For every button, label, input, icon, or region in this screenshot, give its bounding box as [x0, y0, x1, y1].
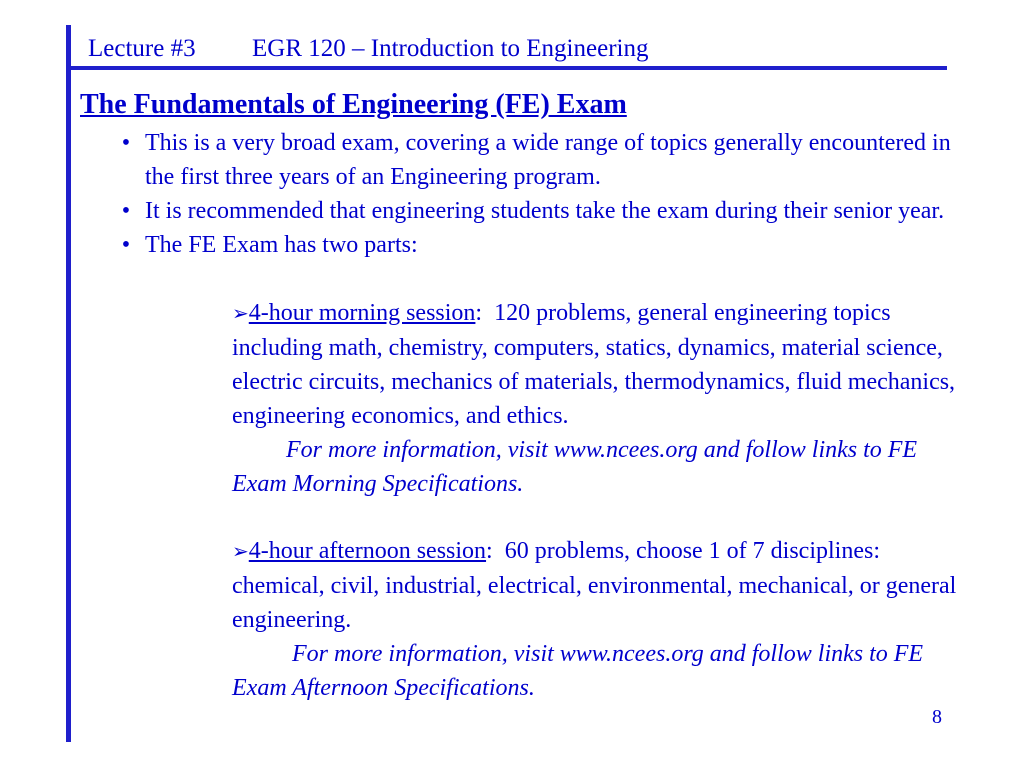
arrowhead-icon: ➢: [232, 541, 249, 563]
afternoon-session-description: [232, 534, 972, 637]
bullet-text: It is recommended that engineering students take the exam during their senior year.: [145, 198, 945, 224]
morning-session-block: [232, 296, 972, 501]
course-title: EGR 120 – Introduction to Engineering: [252, 35, 649, 62]
lecture-label: Lecture #3: [88, 35, 196, 62]
morning-session-description: [232, 296, 972, 433]
bullet-dot-icon: •: [121, 130, 131, 156]
afternoon-session-block: [232, 534, 972, 705]
slide-title: The Fundamentals of Engineering (FE) Exam: [80, 89, 627, 120]
morning-session-text: 120 problems, general engineering topics including math, chemistry, computers, statics, dynamics, material science, electric circuits, mechanics of materials, thermodynamics, fluid mechanics, engineering economics, and ethics.: [232, 300, 962, 429]
morning-info-text: For more information, visit www.ncees.org and follow links to FE Exam Morning Specifications.: [232, 437, 918, 497]
arrowhead-icon: ➢: [232, 303, 249, 325]
page-number: 8: [932, 706, 942, 728]
bullet-dot-icon: •: [121, 232, 131, 258]
afternoon-info-text: For more information, visit www.ncees.org and follow links to FE Exam Afternoon Specifications.: [232, 641, 924, 701]
morning-session-info: [232, 433, 972, 501]
afternoon-session-separator: :: [486, 538, 493, 564]
afternoon-session-label: 4-hour afternoon session: [248, 538, 487, 564]
bullet-item: [116, 194, 966, 228]
bullet-text: The FE Exam has two parts:: [145, 232, 418, 258]
left-vertical-rule: [66, 25, 71, 742]
morning-session-label: 4-hour morning session: [248, 300, 476, 326]
bullet-item: [116, 228, 966, 262]
header-horizontal-rule: [66, 66, 947, 70]
bullet-list: [116, 126, 966, 262]
bullet-dot-icon: •: [121, 198, 131, 224]
morning-session-separator: :: [475, 300, 483, 326]
afternoon-session-info: [232, 637, 972, 705]
bullet-text: This is a very broad exam, covering a wide range of topics generally encountered in the first three years of an Engineering program.: [145, 130, 951, 190]
bullet-item: [116, 126, 966, 194]
afternoon-session-text: 60 problems, choose 1 of 7 disciplines: chemical, civil, industrial, electrical, environmental, mechanical, or general engineering.: [232, 538, 963, 633]
slide-header: [88, 33, 649, 65]
